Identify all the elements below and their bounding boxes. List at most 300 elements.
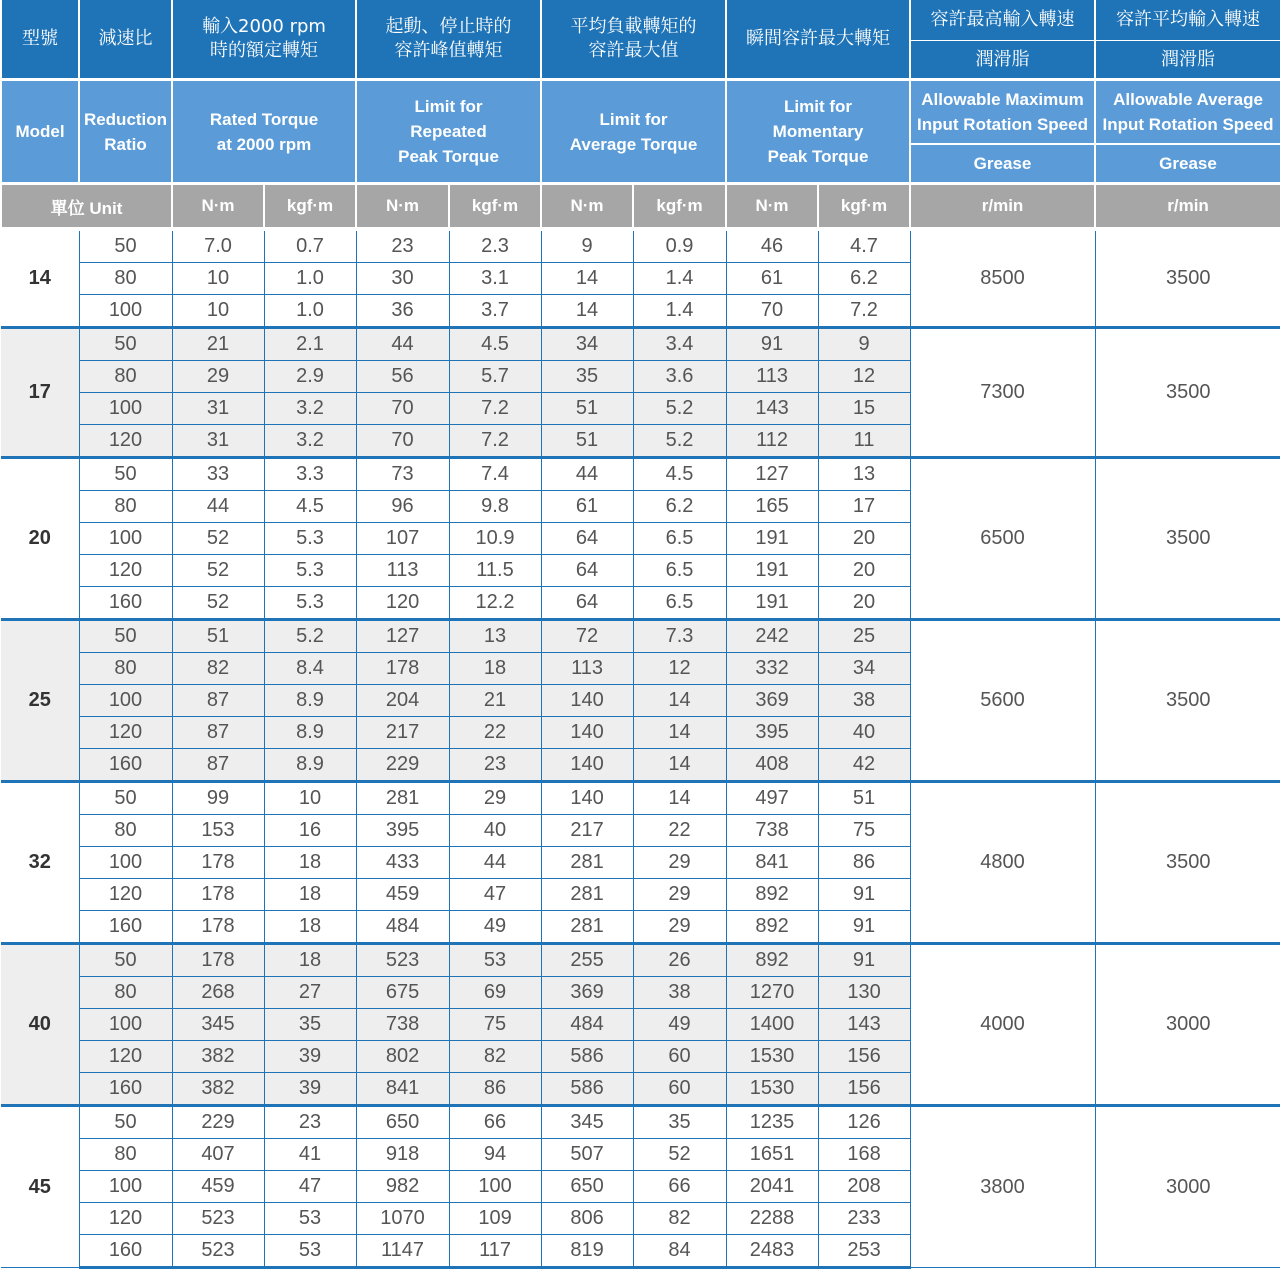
max-speed-cell: 3800 bbox=[910, 1106, 1095, 1268]
rated-kgfm-cell: 2.1 bbox=[264, 328, 356, 361]
momentary-kgfm-cell: 12 bbox=[818, 361, 910, 393]
rated-kgfm-cell: 16 bbox=[264, 815, 356, 847]
rated-kgfm-cell: 27 bbox=[264, 977, 356, 1009]
avg-nm-cell: 9 bbox=[541, 229, 633, 263]
peak-kgfm-cell: 69 bbox=[449, 977, 541, 1009]
momentary-kgfm-cell: 38 bbox=[818, 685, 910, 717]
avg-nm-cell: 281 bbox=[541, 879, 633, 911]
peak-nm-cell: 120 bbox=[356, 587, 449, 620]
peak-nm-cell: 229 bbox=[356, 749, 449, 782]
peak-nm-cell: 23 bbox=[356, 229, 449, 263]
max-speed-cell: 5600 bbox=[910, 620, 1095, 782]
momentary-kgfm-cell: 42 bbox=[818, 749, 910, 782]
avg-nm-cell: 369 bbox=[541, 977, 633, 1009]
ratio-cell: 80 bbox=[79, 653, 172, 685]
rated-nm-cell: 523 bbox=[172, 1203, 264, 1235]
peak-kgfm-cell: 86 bbox=[449, 1073, 541, 1106]
rated-kgfm-cell: 18 bbox=[264, 879, 356, 911]
rated-nm-cell: 52 bbox=[172, 587, 264, 620]
momentary-nm-cell: 91 bbox=[726, 328, 818, 361]
header-peak-en-line1: Limit for bbox=[414, 97, 483, 116]
peak-nm-cell: 433 bbox=[356, 847, 449, 879]
avg-nm-cell: 140 bbox=[541, 782, 633, 815]
ratio-cell: 160 bbox=[79, 911, 172, 944]
rated-nm-cell: 44 bbox=[172, 491, 264, 523]
header-max-speed-grease-zh: 潤滑脂 bbox=[910, 41, 1095, 80]
momentary-kgfm-cell: 34 bbox=[818, 653, 910, 685]
avg-kgfm-cell: 6.2 bbox=[633, 491, 726, 523]
momentary-nm-cell: 369 bbox=[726, 685, 818, 717]
peak-kgfm-cell: 40 bbox=[449, 815, 541, 847]
rated-kgfm-cell: 47 bbox=[264, 1171, 356, 1203]
avg-nm-cell: 806 bbox=[541, 1203, 633, 1235]
rated-kgfm-cell: 4.5 bbox=[264, 491, 356, 523]
peak-kgfm-cell: 49 bbox=[449, 911, 541, 944]
avg-speed-cell: 3500 bbox=[1095, 620, 1280, 782]
avg-kgfm-cell: 12 bbox=[633, 653, 726, 685]
peak-nm-cell: 523 bbox=[356, 944, 449, 977]
peak-nm-cell: 36 bbox=[356, 295, 449, 328]
rated-nm-cell: 229 bbox=[172, 1106, 264, 1139]
header-rated-en-line1: Rated Torque bbox=[209, 109, 319, 129]
peak-nm-cell: 459 bbox=[356, 879, 449, 911]
momentary-nm-cell: 2483 bbox=[726, 1235, 818, 1268]
avg-speed-cell: 3000 bbox=[1095, 1106, 1280, 1268]
momentary-nm-cell: 191 bbox=[726, 587, 818, 620]
momentary-nm-cell: 2288 bbox=[726, 1203, 818, 1235]
ratio-cell: 100 bbox=[79, 685, 172, 717]
ratio-cell: 100 bbox=[79, 523, 172, 555]
momentary-nm-cell: 165 bbox=[726, 491, 818, 523]
avg-nm-cell: 281 bbox=[541, 847, 633, 879]
rated-nm-cell: 10 bbox=[172, 295, 264, 328]
ratio-cell: 100 bbox=[79, 847, 172, 879]
model-cell: 25 bbox=[1, 620, 79, 782]
avg-kgfm-cell: 84 bbox=[633, 1235, 726, 1268]
momentary-nm-cell: 46 bbox=[726, 229, 818, 263]
header-rated-en bbox=[172, 80, 356, 184]
header-momentary-en-line3: Peak Torque bbox=[767, 147, 869, 166]
momentary-kgfm-cell: 4.7 bbox=[818, 229, 910, 263]
header-model-zh: 型號 bbox=[1, 0, 79, 80]
avg-nm-cell: 64 bbox=[541, 555, 633, 587]
momentary-nm-cell: 395 bbox=[726, 717, 818, 749]
avg-kgfm-cell: 5.2 bbox=[633, 425, 726, 458]
rated-nm-cell: 87 bbox=[172, 685, 264, 717]
momentary-nm-cell: 127 bbox=[726, 458, 818, 491]
header-avg-en-line1: Limit for bbox=[599, 109, 668, 129]
momentary-kgfm-cell: 6.2 bbox=[818, 263, 910, 295]
rated-nm-cell: 153 bbox=[172, 815, 264, 847]
peak-kgfm-cell: 13 bbox=[449, 620, 541, 653]
rated-kgfm-cell: 23 bbox=[264, 1106, 356, 1139]
avg-nm-cell: 650 bbox=[541, 1171, 633, 1203]
ratio-cell: 100 bbox=[79, 393, 172, 425]
momentary-kgfm-cell: 91 bbox=[818, 944, 910, 977]
peak-kgfm-cell: 7.2 bbox=[449, 393, 541, 425]
momentary-kgfm-cell: 208 bbox=[818, 1171, 910, 1203]
momentary-kgfm-cell: 15 bbox=[818, 393, 910, 425]
header-max-speed-en-line1: Allowable Maximum bbox=[921, 90, 1084, 109]
avg-nm-cell: 14 bbox=[541, 263, 633, 295]
avg-nm-cell: 51 bbox=[541, 425, 633, 458]
header-row-zh bbox=[1, 0, 1280, 41]
momentary-kgfm-cell: 126 bbox=[818, 1106, 910, 1139]
avg-nm-cell: 51 bbox=[541, 393, 633, 425]
peak-nm-cell: 73 bbox=[356, 458, 449, 491]
rated-nm-cell: 382 bbox=[172, 1041, 264, 1073]
momentary-nm-cell: 1651 bbox=[726, 1139, 818, 1171]
momentary-kgfm-cell: 156 bbox=[818, 1041, 910, 1073]
peak-kgfm-cell: 75 bbox=[449, 1009, 541, 1041]
model-cell: 40 bbox=[1, 944, 79, 1106]
unit-row bbox=[1, 184, 1280, 230]
avg-kgfm-cell: 4.5 bbox=[633, 458, 726, 491]
ratio-cell: 80 bbox=[79, 263, 172, 295]
ratio-cell: 50 bbox=[79, 782, 172, 815]
rated-nm-cell: 21 bbox=[172, 328, 264, 361]
momentary-kgfm-cell: 130 bbox=[818, 977, 910, 1009]
rated-kgfm-cell: 8.9 bbox=[264, 749, 356, 782]
avg-kgfm-cell: 60 bbox=[633, 1041, 726, 1073]
avg-kgfm-cell: 3.4 bbox=[633, 328, 726, 361]
momentary-nm-cell: 61 bbox=[726, 263, 818, 295]
peak-kgfm-cell: 18 bbox=[449, 653, 541, 685]
peak-kgfm-cell: 10.9 bbox=[449, 523, 541, 555]
avg-nm-cell: 64 bbox=[541, 523, 633, 555]
peak-nm-cell: 802 bbox=[356, 1041, 449, 1073]
avg-nm-cell: 14 bbox=[541, 295, 633, 328]
rated-kgfm-cell: 53 bbox=[264, 1235, 356, 1268]
momentary-kgfm-cell: 20 bbox=[818, 523, 910, 555]
ratio-cell: 160 bbox=[79, 749, 172, 782]
peak-kgfm-cell: 82 bbox=[449, 1041, 541, 1073]
unit-avg-speed: r/min bbox=[1095, 184, 1280, 230]
peak-kgfm-cell: 22 bbox=[449, 717, 541, 749]
avg-nm-cell: 44 bbox=[541, 458, 633, 491]
rated-kgfm-cell: 5.3 bbox=[264, 587, 356, 620]
header-peak-zh-line2: 容許峰值轉矩 bbox=[394, 40, 503, 61]
header-momentary-en bbox=[726, 80, 910, 184]
ratio-cell: 50 bbox=[79, 328, 172, 361]
avg-nm-cell: 140 bbox=[541, 749, 633, 782]
table-row bbox=[1, 229, 1280, 263]
table-row bbox=[1, 458, 1280, 491]
ratio-cell: 80 bbox=[79, 361, 172, 393]
rated-kgfm-cell: 18 bbox=[264, 847, 356, 879]
header-momentary-en-line2: Momentary bbox=[772, 122, 864, 141]
header-peak-zh bbox=[356, 0, 541, 80]
peak-nm-cell: 484 bbox=[356, 911, 449, 944]
avg-nm-cell: 140 bbox=[541, 685, 633, 717]
avg-nm-cell: 819 bbox=[541, 1235, 633, 1268]
peak-nm-cell: 650 bbox=[356, 1106, 449, 1139]
avg-nm-cell: 255 bbox=[541, 944, 633, 977]
avg-kgfm-cell: 0.9 bbox=[633, 229, 726, 263]
peak-kgfm-cell: 44 bbox=[449, 847, 541, 879]
peak-kgfm-cell: 7.4 bbox=[449, 458, 541, 491]
rated-nm-cell: 33 bbox=[172, 458, 264, 491]
table-row bbox=[1, 328, 1280, 361]
peak-nm-cell: 70 bbox=[356, 425, 449, 458]
rated-nm-cell: 51 bbox=[172, 620, 264, 653]
rated-nm-cell: 178 bbox=[172, 944, 264, 977]
header-momentary-zh: 瞬間容許最大轉矩 bbox=[726, 0, 910, 80]
rated-kgfm-cell: 5.3 bbox=[264, 555, 356, 587]
peak-kgfm-cell: 47 bbox=[449, 879, 541, 911]
header-avg-en-line2: Average Torque bbox=[569, 134, 698, 154]
momentary-kgfm-cell: 40 bbox=[818, 717, 910, 749]
avg-nm-cell: 34 bbox=[541, 328, 633, 361]
model-cell: 14 bbox=[1, 229, 79, 328]
header-ratio-zh: 減速比 bbox=[79, 0, 172, 80]
avg-nm-cell: 586 bbox=[541, 1073, 633, 1106]
momentary-nm-cell: 892 bbox=[726, 944, 818, 977]
peak-nm-cell: 217 bbox=[356, 717, 449, 749]
peak-nm-cell: 1070 bbox=[356, 1203, 449, 1235]
rated-nm-cell: 10 bbox=[172, 263, 264, 295]
peak-nm-cell: 395 bbox=[356, 815, 449, 847]
avg-kgfm-cell: 52 bbox=[633, 1139, 726, 1171]
rated-nm-cell: 82 bbox=[172, 653, 264, 685]
header-rated-zh-line1: 輸入2000 rpm bbox=[202, 16, 326, 37]
header-avg-zh-line1: 平均負載轉矩的 bbox=[570, 16, 697, 37]
momentary-nm-cell: 1235 bbox=[726, 1106, 818, 1139]
unit-avg-nm: N·m bbox=[541, 184, 633, 230]
ratio-cell: 100 bbox=[79, 1171, 172, 1203]
peak-kgfm-cell: 9.8 bbox=[449, 491, 541, 523]
peak-kgfm-cell: 7.2 bbox=[449, 425, 541, 458]
avg-speed-cell: 3500 bbox=[1095, 328, 1280, 458]
momentary-nm-cell: 242 bbox=[726, 620, 818, 653]
momentary-kgfm-cell: 9 bbox=[818, 328, 910, 361]
ratio-cell: 50 bbox=[79, 1106, 172, 1139]
peak-nm-cell: 96 bbox=[356, 491, 449, 523]
avg-speed-cell: 3500 bbox=[1095, 229, 1280, 328]
avg-nm-cell: 35 bbox=[541, 361, 633, 393]
momentary-nm-cell: 1530 bbox=[726, 1041, 818, 1073]
avg-kgfm-cell: 3.6 bbox=[633, 361, 726, 393]
avg-kgfm-cell: 6.5 bbox=[633, 523, 726, 555]
avg-speed-cell: 3500 bbox=[1095, 782, 1280, 944]
header-max-speed-grease-en: Grease bbox=[910, 144, 1095, 184]
table-row bbox=[1, 944, 1280, 977]
max-speed-cell: 6500 bbox=[910, 458, 1095, 620]
header-peak-zh-line1: 起動、停止時的 bbox=[385, 16, 512, 37]
momentary-kgfm-cell: 20 bbox=[818, 555, 910, 587]
momentary-kgfm-cell: 51 bbox=[818, 782, 910, 815]
header-avg-speed-grease-en: Grease bbox=[1095, 144, 1280, 184]
table-row bbox=[1, 620, 1280, 653]
rated-nm-cell: 99 bbox=[172, 782, 264, 815]
momentary-kgfm-cell: 13 bbox=[818, 458, 910, 491]
momentary-kgfm-cell: 86 bbox=[818, 847, 910, 879]
rated-nm-cell: 459 bbox=[172, 1171, 264, 1203]
rated-kgfm-cell: 18 bbox=[264, 944, 356, 977]
avg-nm-cell: 281 bbox=[541, 911, 633, 944]
momentary-nm-cell: 497 bbox=[726, 782, 818, 815]
avg-kgfm-cell: 26 bbox=[633, 944, 726, 977]
rated-kgfm-cell: 1.0 bbox=[264, 295, 356, 328]
avg-nm-cell: 345 bbox=[541, 1106, 633, 1139]
rated-kgfm-cell: 2.9 bbox=[264, 361, 356, 393]
header-ratio-en bbox=[79, 80, 172, 184]
momentary-kgfm-cell: 233 bbox=[818, 1203, 910, 1235]
ratio-cell: 80 bbox=[79, 491, 172, 523]
momentary-nm-cell: 70 bbox=[726, 295, 818, 328]
ratio-cell: 50 bbox=[79, 458, 172, 491]
momentary-nm-cell: 841 bbox=[726, 847, 818, 879]
ratio-cell: 120 bbox=[79, 425, 172, 458]
momentary-kgfm-cell: 11 bbox=[818, 425, 910, 458]
momentary-kgfm-cell: 91 bbox=[818, 911, 910, 944]
peak-nm-cell: 675 bbox=[356, 977, 449, 1009]
unit-peak-nm: N·m bbox=[356, 184, 449, 230]
header-ratio-en-line1: Reduction bbox=[83, 109, 168, 129]
momentary-nm-cell: 143 bbox=[726, 393, 818, 425]
ratio-cell: 50 bbox=[79, 229, 172, 263]
rated-nm-cell: 178 bbox=[172, 879, 264, 911]
avg-nm-cell: 64 bbox=[541, 587, 633, 620]
unit-peak-kgfm: kgf·m bbox=[449, 184, 541, 230]
peak-kgfm-cell: 117 bbox=[449, 1235, 541, 1268]
table-row bbox=[1, 782, 1280, 815]
header-momentary-en-line1: Limit for bbox=[784, 97, 853, 116]
peak-kgfm-cell: 29 bbox=[449, 782, 541, 815]
momentary-nm-cell: 332 bbox=[726, 653, 818, 685]
avg-nm-cell: 113 bbox=[541, 653, 633, 685]
rated-nm-cell: 52 bbox=[172, 523, 264, 555]
peak-kgfm-cell: 3.1 bbox=[449, 263, 541, 295]
avg-kgfm-cell: 66 bbox=[633, 1171, 726, 1203]
max-speed-cell: 4000 bbox=[910, 944, 1095, 1106]
avg-speed-cell: 3500 bbox=[1095, 458, 1280, 620]
avg-nm-cell: 140 bbox=[541, 717, 633, 749]
ratio-cell: 160 bbox=[79, 587, 172, 620]
model-cell: 45 bbox=[1, 1106, 79, 1268]
peak-nm-cell: 738 bbox=[356, 1009, 449, 1041]
momentary-kgfm-cell: 156 bbox=[818, 1073, 910, 1106]
momentary-kgfm-cell: 91 bbox=[818, 879, 910, 911]
peak-kgfm-cell: 4.5 bbox=[449, 328, 541, 361]
rated-nm-cell: 345 bbox=[172, 1009, 264, 1041]
ratio-cell: 120 bbox=[79, 717, 172, 749]
avg-kgfm-cell: 1.4 bbox=[633, 295, 726, 328]
header-max-speed-zh: 容許最高輸入轉速 bbox=[910, 0, 1095, 41]
rated-kgfm-cell: 18 bbox=[264, 911, 356, 944]
header-peak-en-line2: Repeated bbox=[410, 122, 487, 141]
ratio-cell: 80 bbox=[79, 815, 172, 847]
ratio-cell: 80 bbox=[79, 977, 172, 1009]
momentary-nm-cell: 1530 bbox=[726, 1073, 818, 1106]
momentary-kgfm-cell: 17 bbox=[818, 491, 910, 523]
ratio-cell: 120 bbox=[79, 1203, 172, 1235]
header-model-en: Model bbox=[1, 80, 79, 184]
momentary-kgfm-cell: 75 bbox=[818, 815, 910, 847]
max-speed-cell: 4800 bbox=[910, 782, 1095, 944]
momentary-nm-cell: 191 bbox=[726, 555, 818, 587]
ratio-cell: 160 bbox=[79, 1073, 172, 1106]
rated-nm-cell: 178 bbox=[172, 847, 264, 879]
header-avg-speed-en bbox=[1095, 80, 1280, 145]
peak-kgfm-cell: 3.7 bbox=[449, 295, 541, 328]
peak-nm-cell: 1147 bbox=[356, 1235, 449, 1268]
table-row bbox=[1, 1106, 1280, 1139]
momentary-kgfm-cell: 253 bbox=[818, 1235, 910, 1268]
momentary-nm-cell: 738 bbox=[726, 815, 818, 847]
rated-kgfm-cell: 39 bbox=[264, 1073, 356, 1106]
ratio-cell: 80 bbox=[79, 1139, 172, 1171]
unit-rated-nm: N·m bbox=[172, 184, 264, 230]
rated-kgfm-cell: 3.3 bbox=[264, 458, 356, 491]
momentary-nm-cell: 1400 bbox=[726, 1009, 818, 1041]
avg-kgfm-cell: 6.5 bbox=[633, 587, 726, 620]
ratio-cell: 120 bbox=[79, 879, 172, 911]
unit-rated-kgfm: kgf·m bbox=[264, 184, 356, 230]
avg-kgfm-cell: 29 bbox=[633, 847, 726, 879]
unit-momentary-kgfm: kgf·m bbox=[818, 184, 910, 230]
header-row-en bbox=[1, 80, 1280, 145]
ratio-cell: 120 bbox=[79, 1041, 172, 1073]
rated-nm-cell: 178 bbox=[172, 911, 264, 944]
rated-kgfm-cell: 3.2 bbox=[264, 425, 356, 458]
header-ratio-en-line2: Ratio bbox=[104, 134, 147, 154]
model-cell: 20 bbox=[1, 458, 79, 620]
unit-momentary-nm: N·m bbox=[726, 184, 818, 230]
header-rated-en-line2: at 2000 rpm bbox=[216, 134, 312, 154]
peak-nm-cell: 30 bbox=[356, 263, 449, 295]
peak-kgfm-cell: 11.5 bbox=[449, 555, 541, 587]
header-avg-speed-zh: 容許平均輸入轉速 bbox=[1095, 0, 1280, 41]
avg-kgfm-cell: 22 bbox=[633, 815, 726, 847]
rated-nm-cell: 87 bbox=[172, 717, 264, 749]
momentary-nm-cell: 191 bbox=[726, 523, 818, 555]
avg-nm-cell: 507 bbox=[541, 1139, 633, 1171]
rated-kgfm-cell: 10 bbox=[264, 782, 356, 815]
ratio-cell: 50 bbox=[79, 944, 172, 977]
peak-kgfm-cell: 23 bbox=[449, 749, 541, 782]
rated-nm-cell: 268 bbox=[172, 977, 264, 1009]
unit-avg-kgfm: kgf·m bbox=[633, 184, 726, 230]
momentary-nm-cell: 408 bbox=[726, 749, 818, 782]
peak-nm-cell: 204 bbox=[356, 685, 449, 717]
rated-nm-cell: 382 bbox=[172, 1073, 264, 1106]
momentary-kgfm-cell: 168 bbox=[818, 1139, 910, 1171]
ratio-cell: 160 bbox=[79, 1235, 172, 1268]
rated-kgfm-cell: 39 bbox=[264, 1041, 356, 1073]
header-rated-zh-line2: 時的額定轉矩 bbox=[210, 40, 318, 61]
header-avg-speed-grease-zh: 潤滑脂 bbox=[1095, 41, 1280, 80]
table-body bbox=[1, 229, 1280, 1268]
header-peak-en bbox=[356, 80, 541, 184]
peak-nm-cell: 918 bbox=[356, 1139, 449, 1171]
peak-nm-cell: 107 bbox=[356, 523, 449, 555]
peak-nm-cell: 70 bbox=[356, 393, 449, 425]
avg-nm-cell: 61 bbox=[541, 491, 633, 523]
ratio-cell: 50 bbox=[79, 620, 172, 653]
peak-kgfm-cell: 53 bbox=[449, 944, 541, 977]
peak-nm-cell: 178 bbox=[356, 653, 449, 685]
momentary-nm-cell: 1270 bbox=[726, 977, 818, 1009]
avg-kgfm-cell: 29 bbox=[633, 911, 726, 944]
max-speed-cell: 8500 bbox=[910, 229, 1095, 328]
momentary-kgfm-cell: 7.2 bbox=[818, 295, 910, 328]
avg-kgfm-cell: 6.5 bbox=[633, 555, 726, 587]
header-avg-zh-line2: 容許最大值 bbox=[588, 40, 679, 61]
rated-kgfm-cell: 41 bbox=[264, 1139, 356, 1171]
momentary-kgfm-cell: 20 bbox=[818, 587, 910, 620]
momentary-nm-cell: 113 bbox=[726, 361, 818, 393]
